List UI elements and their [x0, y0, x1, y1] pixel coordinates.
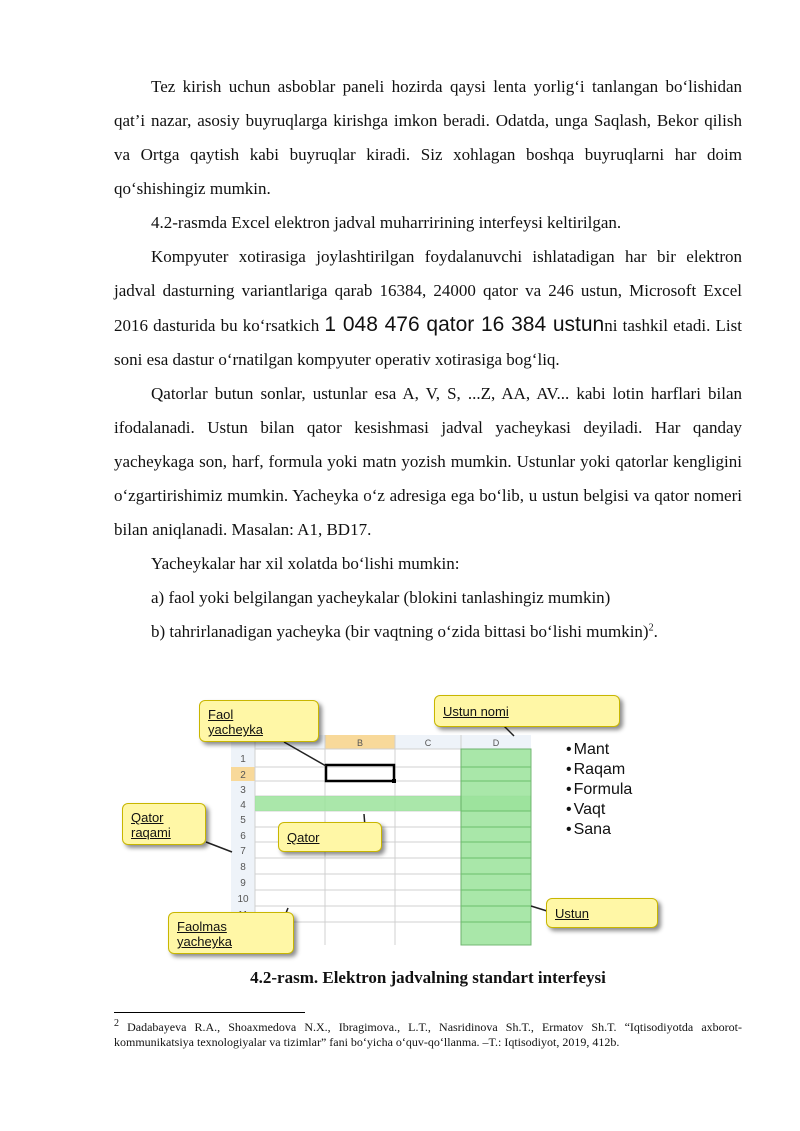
footnote-ref: 2 — [648, 622, 654, 634]
row-header-2: 2 — [240, 770, 246, 781]
footnote-divider — [114, 1012, 305, 1013]
callout-row-number-line2: raqami — [131, 825, 171, 840]
figure-spreadsheet-interface — [114, 690, 742, 960]
row-header-6: 6 — [240, 831, 246, 842]
paragraph-cells: Qatorlar butun sonlar, ustunlar esa A, V, S, ...Z, AA, AV... kabi lotin harflari bilan ifodalanadi. Ustun bilan qator kesishmasi jadval yacheykasi deyiladi. Har qanday yacheykaga son, harf, formula yoki matn yozish mumkin. Ustunlar yoki qatorlar kengligini o‘zgartirishimiz mumkin. Yacheyka o‘z adresiga ega bo‘lib, u ustun belgisi va qator nomeri bilan aniqlanadi. Masalan: A1, BD17. — [114, 384, 742, 539]
footnote-mark: 2 — [114, 1018, 119, 1029]
list-item-active-cells: a) faol yoki belgilangan yacheykalar (blokini tanlashingiz mumkin) — [151, 588, 611, 607]
callout-column-name — [434, 695, 620, 727]
paragraph-quick-access: Tez kirish uchun asboblar paneli hozirda qaysi lenta yorlig‘i tanlangan bo‘lishidan qat’i nazar, asosiy buyruqlarga kirishga imkon beradi. Odatda, unga Saqlash, Bekor qilish va Ortga qaytish kabi buyruqlar kiradi. Siz xohlagan boshqa buyruqlarni har doim qo‘shishingiz mumkin. — [114, 77, 742, 198]
data-type-item: • Mant — [566, 740, 632, 760]
callout-column-label: Ustun — [555, 906, 589, 921]
body-text — [114, 70, 742, 649]
callout-column — [546, 898, 658, 928]
column-header-d: D — [492, 738, 500, 748]
row-header-10: 10 — [237, 894, 249, 905]
column-header-c: C — [424, 738, 432, 748]
paragraph-figure-ref: 4.2-rasmda Excel elektron jadval muharririning interfeysi keltirilgan. — [151, 213, 622, 232]
list-item-edited-cell — [114, 615, 742, 649]
callout-inactive-cell-line2: yacheyka — [177, 934, 232, 949]
callout-row — [278, 822, 382, 852]
row-header-9: 9 — [240, 878, 246, 889]
data-type-item: • Sana — [566, 820, 632, 840]
row-header-3: 3 — [240, 785, 246, 796]
row-header-8: 8 — [240, 862, 246, 873]
paragraph-rows-columns-part1: Kompyuter xotirasiga joylashtirilgan foydalanuvchi ishlatadigan har bir elektron jadval dasturning variantlariga qarab 16384, 24000 qator va 246 ustun, Microsoft Excel 2016 dasturida bu ko‘rsatkich — [114, 247, 742, 335]
row-header-4: 4 — [240, 800, 246, 811]
callout-inactive-cell — [168, 912, 294, 954]
fill-handle — [392, 779, 396, 783]
callout-row-label: Qator — [287, 830, 320, 845]
paragraph-rows-columns-part2: ni tashkil etadi. List soni esa dastur o‘rnatilgan kompyuter operativ xotirasiga bog‘liq. — [114, 316, 742, 369]
callout-inactive-cell-line1: Faolmas — [177, 919, 227, 934]
column-d-highlight — [461, 749, 531, 945]
data-type-item: • Vaqt — [566, 800, 632, 820]
callout-active-cell-line1: Faol — [208, 707, 234, 722]
row-header-7: 7 — [240, 846, 246, 857]
callout-row-number-line1: Qator — [131, 810, 164, 825]
callout-row-number — [122, 803, 206, 845]
callout-active-cell-line2: yacheyka — [208, 722, 263, 737]
data-types-list — [566, 740, 632, 840]
data-type-item: • Raqam — [566, 760, 632, 780]
footnote — [114, 1020, 742, 1050]
callout-active-cell — [199, 700, 319, 742]
row-header-5: 5 — [240, 815, 246, 826]
data-type-item: • Formula — [566, 780, 632, 800]
list-item-edited-cell-end: . — [653, 622, 658, 641]
paragraph-rows-columns — [114, 240, 742, 377]
footnote-text: Dadabayeva R.A., Shoaxmedova N.X., Ibragimova., L.T., Nasridinova Sh.T., Ermatov Sh.T. “Iqtisodiyotda axborot-kommunikatsiya texnologiyalar va tizimlar” fani bo‘yicha o‘quv-qo‘llanma. –T.: Iqtisodiyot, 2019, 412b. — [114, 1020, 742, 1049]
paragraph-cell-states: Yacheykalar har xil xolatda bo‘lishi mumkin: — [151, 554, 460, 573]
callout-column-name-label: Ustun nomi — [443, 704, 509, 719]
figure-caption: 4.2-rasm. Elektron jadvalning standart interfeysi — [250, 968, 606, 987]
list-item-edited-cell-text: b) tahrirlanadigan yacheyka (bir vaqtning o‘zida bittasi bo‘lishi mumkin) — [151, 622, 649, 641]
column-header-b: B — [356, 738, 364, 748]
row-header-1: 1 — [240, 754, 246, 765]
excel-2016-limits: 1 048 476 qator 16 384 ustun — [324, 313, 605, 336]
